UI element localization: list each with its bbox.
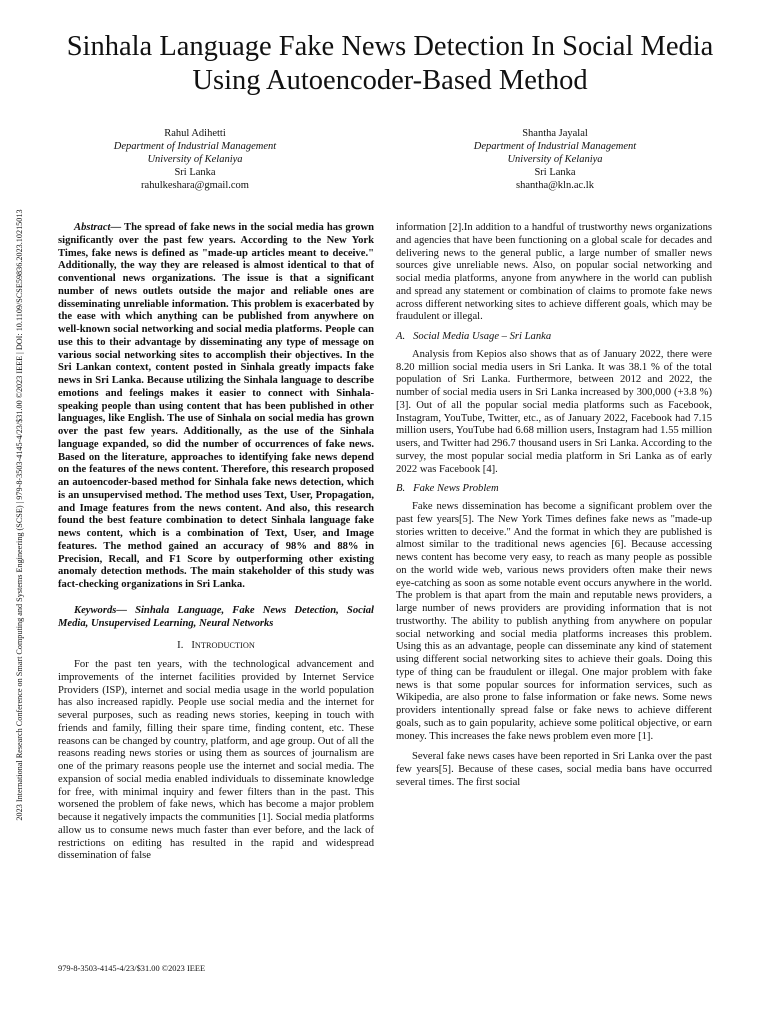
author-department: Department of Industrial Management xyxy=(473,141,637,152)
author-email: shantha@kln.ac.lk xyxy=(516,180,594,191)
abstract-text: The spread of fake news in the social media has grown significantly over the past few years. According to the New York Times, fake news is defined as "made-up articles meant to deceive." Additionally, the way they are released is almost identical to that of conventional news organizations. The issue is that a significant number of news outlets outside the major and reliable ones are disseminating unreliable information. This problem is exacerbated by the ease with which anything can be published from anywhere on well-known social networking and social media platforms. People can use this to their advantage by disseminating any type of message on various social networking sites to accomplish their objectives. In the Sri Lankan context, content posted in Sinhala greatly impacts fake news in Sri Lanka. Because utilizing the Sinhala language to describe emotions and feelings makes it easier to connect with Sinhala-speaking people than using content that has been published in other languages, like English. The use of Sinhala on social media has grown over the past few years. Additionally, as the use of the Sinhala language expanded, so did the number of occurrences of fake news. Based on the literature, approaches to identifying fake news depend on the features of the news content. Therefore, this research proposed an autoencoder-based method for Sinhala fake news detection, which is an unsupervised method. The method uses Text, User, Propagation, and Image features from the news content. And also, this research found the best feature combination to detect Sinhala language fake news content, which is a combination of Text, User, and Image features. The method gained an accuracy of 98% and 88% in Precision, Recall, and F1 Score by outperforming other existing anomaly detection methods. The main stakeholder of this study was fact-checking organizations in Sri Lanka. xyxy=(58,222,374,590)
section-number: I. xyxy=(177,640,184,652)
intro-paragraph-continued: information [2].In addition to a handful of trustworthy news organizations and agencies that have been functioning on a global scale for decades and delivering news to the general public, a large number of smaller news sources give unreliable news. Also, on popular social networking and social media platforms, anyone from anywhere in the world can publish and spread any statement or combination of claims to promote fake news across different networking sites to achieve different goals, which may be fraudulent or illegal. xyxy=(396,222,712,323)
subsection-heading-b xyxy=(396,483,712,496)
section-heading-introduction xyxy=(58,640,374,653)
keywords xyxy=(58,605,374,631)
subsection-number: A. xyxy=(396,331,406,342)
keywords-separator: — xyxy=(116,604,136,616)
subsection-title: Fake News Problem xyxy=(413,483,499,495)
keywords-lead: Keywords xyxy=(74,604,117,616)
author-university: University of Kelaniya xyxy=(507,154,603,165)
subsection-number: B. xyxy=(396,483,406,495)
paper-title: Sinhala Language Fake News Detection In Social Media Using Autoencoder-Based Method xyxy=(66,31,714,96)
section-title-initial: I xyxy=(191,640,195,652)
subsection-b-paragraph-2: Several fake news cases have been reported in Sri Lanka over the past few years[5]. Because of these cases, social media bans have occurred several times. The first social xyxy=(396,751,712,788)
intro-paragraph: For the past ten years, with the technological advancement and improvements of the internet facilities provided by Internet Service Providers (ISP), internet and social media usage in the world population has also increased rapidly. People use social media and the internet for several purposes, such as reading news stories, keeping in touch with friends and family, filling their spare time, finding content, etc. These reasons can be changed by country, platform, and age group. Out of all the reasons reading news stories or using them as sources of journalism are one of the primary reasons people use the internet and social media. The expansion of social media enabled individuals to disseminate knowledge for free, with minimal inquiry and fewer filters than in the past. This worsened the problem of fake news, which has become a major problem because it negatively impacts the communities [1]. Social media platforms allow us to consume news much faster than ever before, and the lack of restrictions on editing has resulted in the rapid and widespread dissemination of false xyxy=(58,659,374,862)
author-name: Rahul Adihetti xyxy=(164,128,226,139)
subsection-a-paragraph: Analysis from Kepios also shows that as of January 2022, there were 8.20 million social media users in Sri Lanka. It was 38.1 % of the total population of Sri Lanka. Furthermore, between 2012 and 2022, the number of social media users in Sri Lanka increased by 300,000 (+3.8 %) [3]. Out of all the popular social media platforms such as Facebook, Instagram, YouTube, Twitter, etc., as of January 2022, Facebook had 7.15 million users, YouTube had 6.68 million users, Instagram had 1.55 million users, and Twitter had 296.7 thousand users in Sri Lanka. According to the survey, the most popular social media platform in Sri Lanka as of early 2022 was Facebook [4]. xyxy=(396,348,712,475)
abstract-separator: — xyxy=(110,222,125,233)
right-column xyxy=(396,222,712,790)
left-column xyxy=(58,222,374,863)
side-metadata-strip xyxy=(14,150,28,880)
subsection-heading-a xyxy=(396,331,712,344)
author-block-2 xyxy=(425,127,685,192)
keywords-text: Sinhala Language, Fake News Detection, Social Media, Unsupervised Learning, Neural Networks xyxy=(58,604,375,629)
author-email: rahulkeshara@gmail.com xyxy=(141,180,249,191)
abstract xyxy=(58,222,374,592)
subsection-b-paragraph-1: Fake news dissemination has become a significant problem over the past few years[5]. The New York Times defines fake news as "made-up stories written to deceive." And the format in which they are published is almost similar to the traditional news agencies [6]. Because accessing news content has become very easy, to reach as many people as possible on the world wide web, various news providers often make their news eye-catching as soon as some notable event occurs anywhere in the world. The problem is that apart from the main and reputable news providers, a large number of news providers are providing information that is not trustworthy. The ability to publish anything from anywhere on popular social networking and social media platforms increases this problem. Using this as an advantage, people can disseminate any kind of statement using different social networking sites to achieve their goals. Doing this type of thing can be fraudulent or illegal. One major problem with fake news is that some popular sources for information services, such as Wikipedia, are also prone to false information or fake news. Some news providers intentionally spread false or fake news to achieve different goals, such as to gain popularity, achieve some political objective, or earn money. This increases the fake news problem even more [1]. xyxy=(396,501,712,742)
author-name: Shantha Jayalal xyxy=(522,128,588,139)
section-title-rest: NTRODUCTION xyxy=(194,641,255,651)
author-country: Sri Lanka xyxy=(534,167,576,178)
author-university: University of Kelaniya xyxy=(147,154,243,165)
author-country: Sri Lanka xyxy=(174,167,216,178)
author-block-1 xyxy=(65,127,325,192)
subsection-title: Social Media Usage – Sri Lanka xyxy=(413,331,552,342)
abstract-lead: Abstract xyxy=(74,222,111,233)
page-footer: 979-8-3503-4145-4/23/$31.00 ©2023 IEEE xyxy=(58,964,206,973)
author-department: Department of Industrial Management xyxy=(113,141,277,152)
side-metadata-text: 2023 International Research Conference on Smart Computing and Systems Engineering (SCSE) | 979-8-3503-4145-4/23/$31.00 ©2023 IEEE | DOI: 10.1109/SCSE59836.2023.10215013 xyxy=(15,209,24,821)
